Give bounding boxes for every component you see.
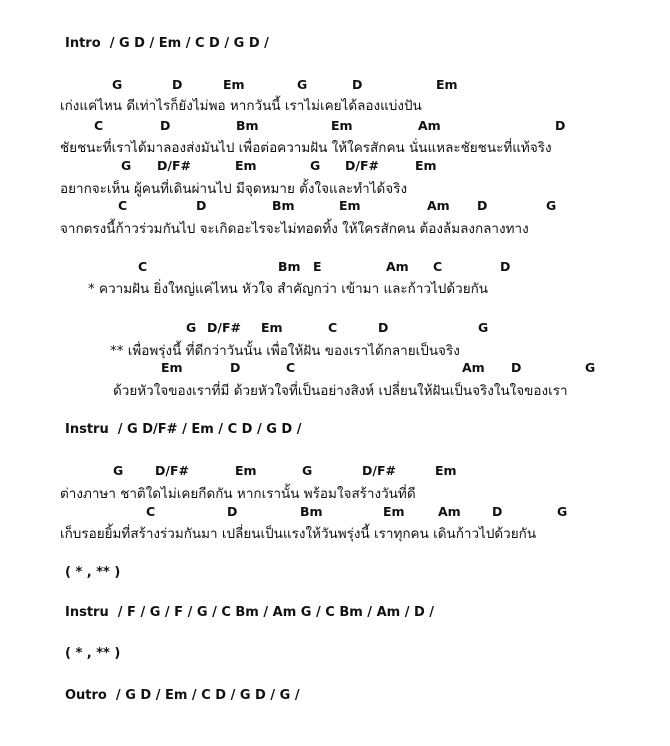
chord-label: Am — [462, 360, 485, 375]
chord-label: D/F# — [362, 463, 396, 478]
chord-label: Am — [438, 504, 461, 519]
chord-label: G — [546, 198, 557, 213]
chord-label: Em — [331, 118, 353, 133]
chord-label: C — [94, 118, 104, 133]
chord-label: G — [186, 320, 197, 335]
lyric-line: เก่งแค่ไหน ดีเท่าไรก็ยังไม่พอ หากวันนี้ เราไม่เคยได้ลองแบ่งปัน — [60, 98, 422, 114]
chord-label: C — [328, 320, 338, 335]
chord-label: Bm — [278, 259, 301, 274]
chord-label: D — [196, 198, 207, 213]
chord-label: Em — [161, 360, 183, 375]
instrumental-1-line: Instru / G D/F# / Em / C D / G D / — [65, 422, 302, 437]
chord-label: Am — [418, 118, 441, 133]
chord-label: G — [302, 463, 313, 478]
chord-label: Em — [261, 320, 283, 335]
chord-label: D — [555, 118, 566, 133]
chord-label: Em — [235, 463, 257, 478]
lyric-line: ** เพื่อพรุ่งนี้ ที่ดีกว่าวันนั้น เพื่อให้ฝัน ของเราได้กลายเป็นจริง — [110, 343, 460, 359]
chord-label: D — [500, 259, 511, 274]
chord-label: C — [146, 504, 156, 519]
chord-label: G — [557, 504, 568, 519]
chord-label: G — [297, 77, 308, 92]
chord-label: D/F# — [207, 320, 241, 335]
chord-label: Em — [235, 158, 257, 173]
chord-label: D — [230, 360, 241, 375]
chord-label: Em — [383, 504, 405, 519]
chord-label: D/F# — [155, 463, 189, 478]
chord-label: Em — [435, 463, 457, 478]
chord-label: E — [313, 259, 322, 274]
intro-line: Intro / G D / Em / C D / G D / — [65, 36, 269, 51]
chord-label: D — [378, 320, 389, 335]
chord-label: Am — [427, 198, 450, 213]
chord-label: Em — [436, 77, 458, 92]
chord-label: D — [477, 198, 488, 213]
lyric-line: อยากจะเห็น ผู้คนที่เดินผ่านไป มีจุดหมาย ตั้งใจและทำได้จริง — [60, 181, 408, 197]
chord-label: D — [172, 77, 183, 92]
chord-label: G — [121, 158, 132, 173]
chord-label: D/F# — [345, 158, 379, 173]
lyric-line: ต่างภาษา ชาติใดไม่เคยกีดกัน หากเรานั้น พร้อมใจสร้างวันที่ดี — [60, 486, 416, 502]
chord-label: C — [138, 259, 148, 274]
chord-label: G — [478, 320, 489, 335]
chord-label: Am — [386, 259, 409, 274]
chord-label: G — [112, 77, 123, 92]
chord-label: G — [310, 158, 321, 173]
lyric-line: * ความฝัน ยิ่งใหญ่แค่ไหน หัวใจ สำคัญกว่า เข้ามา และก้าวไปด้วยกัน — [88, 281, 489, 297]
outro-line: Outro / G D / Em / C D / G D / G / — [65, 688, 300, 703]
chord-label: G — [585, 360, 596, 375]
chord-label: C — [118, 198, 128, 213]
lyric-line: จากตรงนี้ก้าวร่วมกันไป จะเกิดอะไรจะไม่ทอดทิ้ง ให้ใครสักคน ต้องล้มลงกลางทาง — [60, 221, 529, 237]
chord-label: Em — [339, 198, 361, 213]
lyric-line: ชัยชนะที่เราได้มาลองส่งมันไป เพื่อต่อความฝัน ให้ใครสักคน นั่นแหละชัยชนะที่แท้จริง — [60, 140, 552, 156]
chord-label: C — [286, 360, 296, 375]
chord-label: D — [492, 504, 503, 519]
chord-label: Bm — [272, 198, 295, 213]
chord-label: D/F# — [157, 158, 191, 173]
chord-label: Bm — [300, 504, 323, 519]
lyric-line: เก็บรอยยิ้มที่สร้างร่วมกันมา เปลี่ยนเป็นแรงให้วันพรุ่งนี้ เราทุกคน เดินก้าวไปด้วยกัน — [60, 526, 537, 542]
instrumental-2-line: Instru / F / G / F / G / C Bm / Am G / C Bm / Am / D / — [65, 605, 435, 620]
chord-label: Em — [415, 158, 437, 173]
chord-label: D — [160, 118, 171, 133]
lyric-line: ด้วยหัวใจของเราที่มี ด้วยหัวใจที่เป็นอย่างสิงห์ เปลี่ยนให้ฝันเป็นจริงในใจของเรา — [113, 383, 568, 399]
chord-label: Em — [223, 77, 245, 92]
chord-label: D — [352, 77, 363, 92]
repeat-marker-2: ( * , ** ) — [65, 646, 121, 661]
chord-label: D — [227, 504, 238, 519]
chord-label: Bm — [236, 118, 259, 133]
chord-label: C — [433, 259, 443, 274]
chord-label: D — [511, 360, 522, 375]
chord-label: G — [113, 463, 124, 478]
repeat-marker-1: ( * , ** ) — [65, 565, 121, 580]
